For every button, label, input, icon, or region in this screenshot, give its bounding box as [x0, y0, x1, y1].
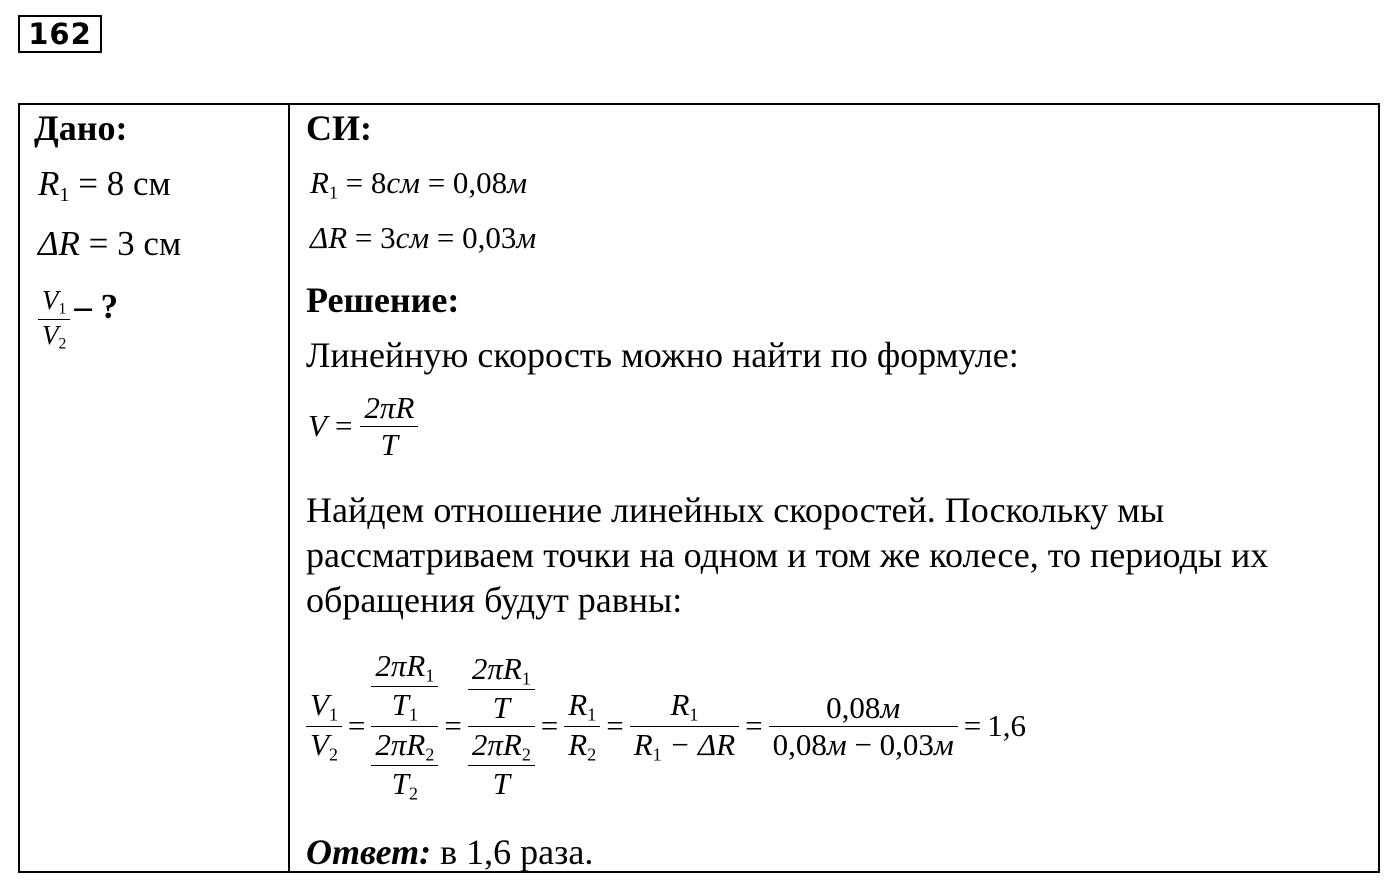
paragraph-line: рассматриваем точки на одном и том же колесе, то периоды их	[306, 535, 1269, 575]
answer-text: в 1,6 раза.	[431, 832, 594, 872]
problem-number: 162	[18, 15, 102, 53]
ratio-r1-r2: $\frac{R_1}{R_2}$	[564, 687, 600, 764]
si-heading: СИ:	[306, 108, 372, 148]
paragraph-line: Найдем отношение линейных скоростей. Поскольку мы	[306, 490, 1165, 530]
ratio-derivation: $\frac{V_1}{V_2}$ = $\frac{\frac{2\pi R_1}{T_1}}{\frac{2\pi R_2}{T_2}}$ = $\frac{\frac{2\pi R_1}{T}}{\frac{2\pi R_2}{T}}$ = $\frac{R_1}{R_2}$ = $\frac{R_1}{R_1 - \Delta R}$ = $\frac{0,08м}{0,08м - 0,03м}$ = 1,6	[306, 637, 1026, 815]
given-find	[38, 285, 118, 353]
find-fraction: $\frac{V_1}{V_2}$	[38, 285, 70, 353]
paragraph-line: обращения будут равны:	[306, 580, 683, 620]
answer-label: Ответ:	[306, 832, 432, 872]
find-question: – ?	[74, 287, 119, 327]
ratio-numeric: $\frac{0,08м}{0,08м - 0,03м}$	[769, 690, 958, 762]
given-delta-r: ΔR = 3 см	[38, 224, 182, 263]
si-line-dr: ΔR = 3см = 0,03м	[310, 220, 537, 255]
answer-line	[306, 831, 593, 873]
ratio-result: 1,6	[987, 708, 1026, 743]
solution-intro: Линейную скорость можно найти по формуле:	[306, 335, 1019, 375]
given-heading: Дано:	[34, 108, 128, 148]
velocity-formula: V = $\frac{2\pi R}{T}$	[308, 390, 418, 462]
si-line-r1: $R_1 = 8см = 0,08м$	[310, 165, 527, 203]
column-divider	[288, 103, 290, 873]
given-r1: $R_1 = 8$ см	[38, 164, 171, 207]
solution-heading: Решение:	[306, 280, 460, 320]
ratio-v1-v2: $\frac{V_1}{V_2}$	[306, 687, 342, 764]
ratio-r1-over-r1-minus-dr: $\frac{R_1}{R_1 - \Delta R}$	[630, 687, 739, 764]
compound-fraction-periods: $\frac{\frac{2\pi R_1}{T_1}}{\frac{2\pi R_2}{T_2}}$	[371, 648, 438, 803]
formula-fraction: $\frac{2\pi R}{T}$	[360, 390, 418, 462]
compound-fraction-equal-periods: $\frac{\frac{2\pi R_1}{T}}{\frac{2\pi R_2}{T}}$	[468, 651, 535, 801]
solution-paragraph	[306, 488, 1268, 623]
